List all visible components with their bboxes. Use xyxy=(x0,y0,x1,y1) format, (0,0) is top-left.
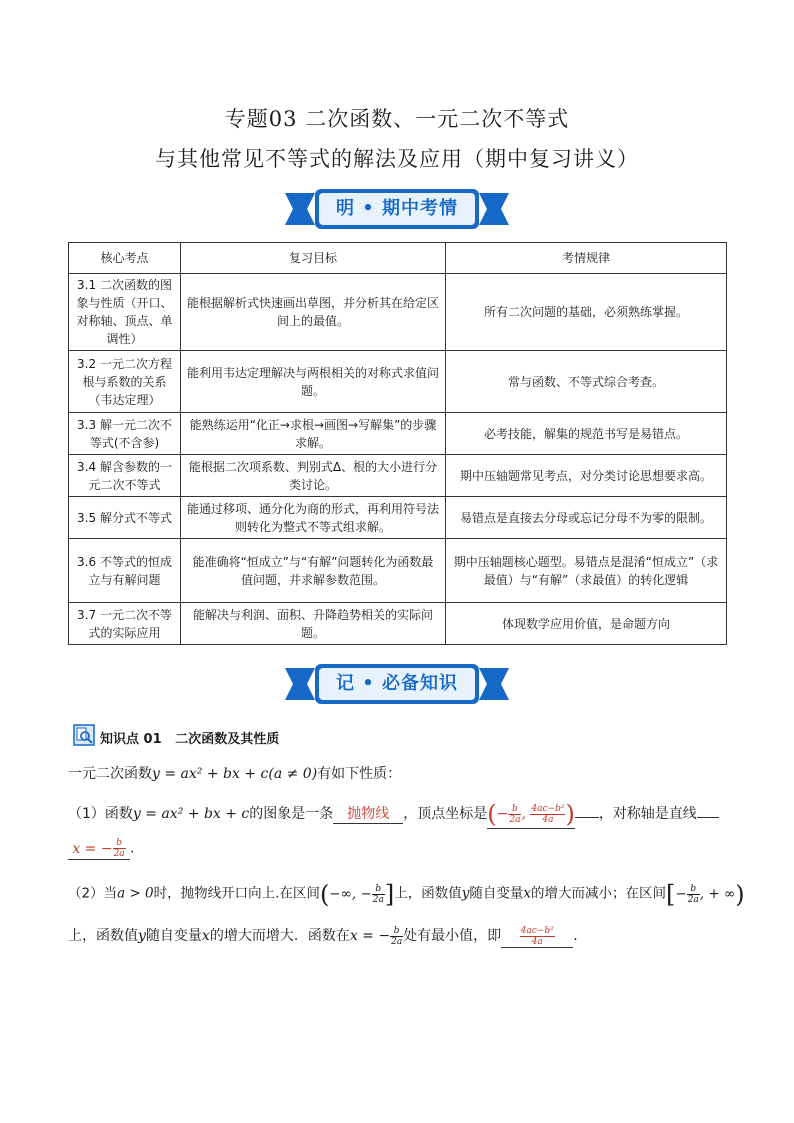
property-1-axis-line: x = − $\frac{b}{2a}$ . xyxy=(68,838,134,860)
page-title-line1: 专题03 二次函数、一元二次不等式 xyxy=(224,107,570,131)
magnifier-document-icon xyxy=(72,723,96,747)
pattern-cell: 易错点是直接去分母或忘记分母不为零的限制。 xyxy=(446,497,727,539)
table-row xyxy=(69,413,727,455)
goal-cell: 能利用韦达定理解决与两根相关的对称式求值问题。 xyxy=(181,351,446,413)
goal-cell: 能根据二次项系数、判别式Δ、根的大小进行分类讨论。 xyxy=(181,455,446,497)
pattern-cell: 体现数学应用价值，是命题方向 xyxy=(446,603,727,645)
knowledge-point-label: 知识点 01 二次函数及其性质 xyxy=(100,732,280,747)
topic-cell: 3.1 二次函数的图象与性质（开口、对称轴、顶点、单调性） xyxy=(69,274,181,351)
property-2-cont-line: 上，函数值y随自变量x的增大而增大．函数在x = − $\frac{b}{2a}$ 处有最小值，即 $\frac{\text{4ac−b²}}{4a}$ ． xyxy=(68,925,588,947)
pattern-cell: 常与函数、不等式综合考查。 xyxy=(446,351,727,413)
goal-cell: 能通过移项、通分化为商的形式，再利用符号法则转化为整式不等式组求解。 xyxy=(181,497,446,539)
property-2-line: （2）当a > 0时，抛物线开口向上.在区间(−∞, − $\frac{b}{2a}$ ]上，函数值y随自变量x的增大而减小；在区间[− $\frac{b}{2a}$ , + ∞) xyxy=(68,880,745,908)
banner-title: 记 • 必备知识 xyxy=(335,673,459,694)
answer-blank-parabola: 抛物线 xyxy=(333,803,403,824)
section-banner-knowledge xyxy=(285,662,509,706)
page-title-line2: 与其他常见不等式的解法及应用（期中复习讲义） xyxy=(155,147,639,171)
table-row xyxy=(69,351,727,413)
topic-cell: 3.6 不等式的恒成立与有解问题 xyxy=(69,539,181,603)
pattern-cell: 期中压轴题常见考点，对分类讨论思想要求高。 xyxy=(446,455,727,497)
property-1-line: （1）函数y = ax² + bx + c的图象是一条 抛物线 ，顶点坐标是(− $\frac{b}{2a}$ , $\frac{\text{4ac−b²}}{4a}$ ) ，对称轴是直线 xyxy=(68,800,719,829)
answer-blank-min-value: $\frac{\text{4ac−b²}}{4a}$ xyxy=(501,926,573,948)
table-header-cell: 考情规律 xyxy=(446,243,727,274)
table-header-cell: 复习目标 xyxy=(181,243,446,274)
intro-line: 一元二次函数y = ax² + bx + c(a ≠ 0)有如下性质： xyxy=(68,766,402,782)
pattern-cell: 所有二次问题的基础，必须熟练掌握。 xyxy=(446,274,727,351)
quadratic-formula: y = ax² + bx + c(a ≠ 0) xyxy=(152,766,318,782)
table-header-cell: 核心考点 xyxy=(69,243,181,274)
goal-cell: 能准确将“恒成立”与“有解”问题转化为函数最值问题，并求解参数范围。 xyxy=(181,539,446,603)
table-row xyxy=(69,274,727,351)
table-row xyxy=(69,455,727,497)
exam-table xyxy=(68,242,727,645)
goal-cell: 能熟练运用“化正→求根→画图→写解集”的步骤求解。 xyxy=(181,413,446,455)
answer-blank-axis: x = − $\frac{b}{2a}$ xyxy=(68,838,130,860)
topic-cell: 3.2 一元二次方程根与系数的关系（韦达定理） xyxy=(69,351,181,413)
table-header-row xyxy=(69,243,727,274)
banner-title: 明 • 期中考情 xyxy=(335,198,459,219)
topic-cell: 3.3 解一元二次不等式(不含参) xyxy=(69,413,181,455)
table-row xyxy=(69,539,727,603)
pattern-cell: 期中压轴题核心题型。易错点是混淆“恒成立”（求最值）与“有解”（求最值）的转化逻辑 xyxy=(446,539,727,603)
section-banner-exam xyxy=(285,187,509,231)
topic-cell: 3.5 解分式不等式 xyxy=(69,497,181,539)
topic-cell: 3.7 一元二次不等式的实际应用 xyxy=(69,603,181,645)
table-row xyxy=(69,497,727,539)
topic-cell: 3.4 解含参数的一元二次不等式 xyxy=(69,455,181,497)
goal-cell: 能根据解析式快速画出草图，并分析其在给定区间上的最值。 xyxy=(181,274,446,351)
table-row xyxy=(69,603,727,645)
answer-blank-vertex: (− $\frac{b}{2a}$ , $\frac{\text{4ac−b²}}{4a}$ ) xyxy=(487,800,575,828)
pattern-cell: 必考技能，解集的规范书写是易错点。 xyxy=(446,413,727,455)
goal-cell: 能解决与利润、面积、升降趋势相关的实际问题。 xyxy=(181,603,446,645)
